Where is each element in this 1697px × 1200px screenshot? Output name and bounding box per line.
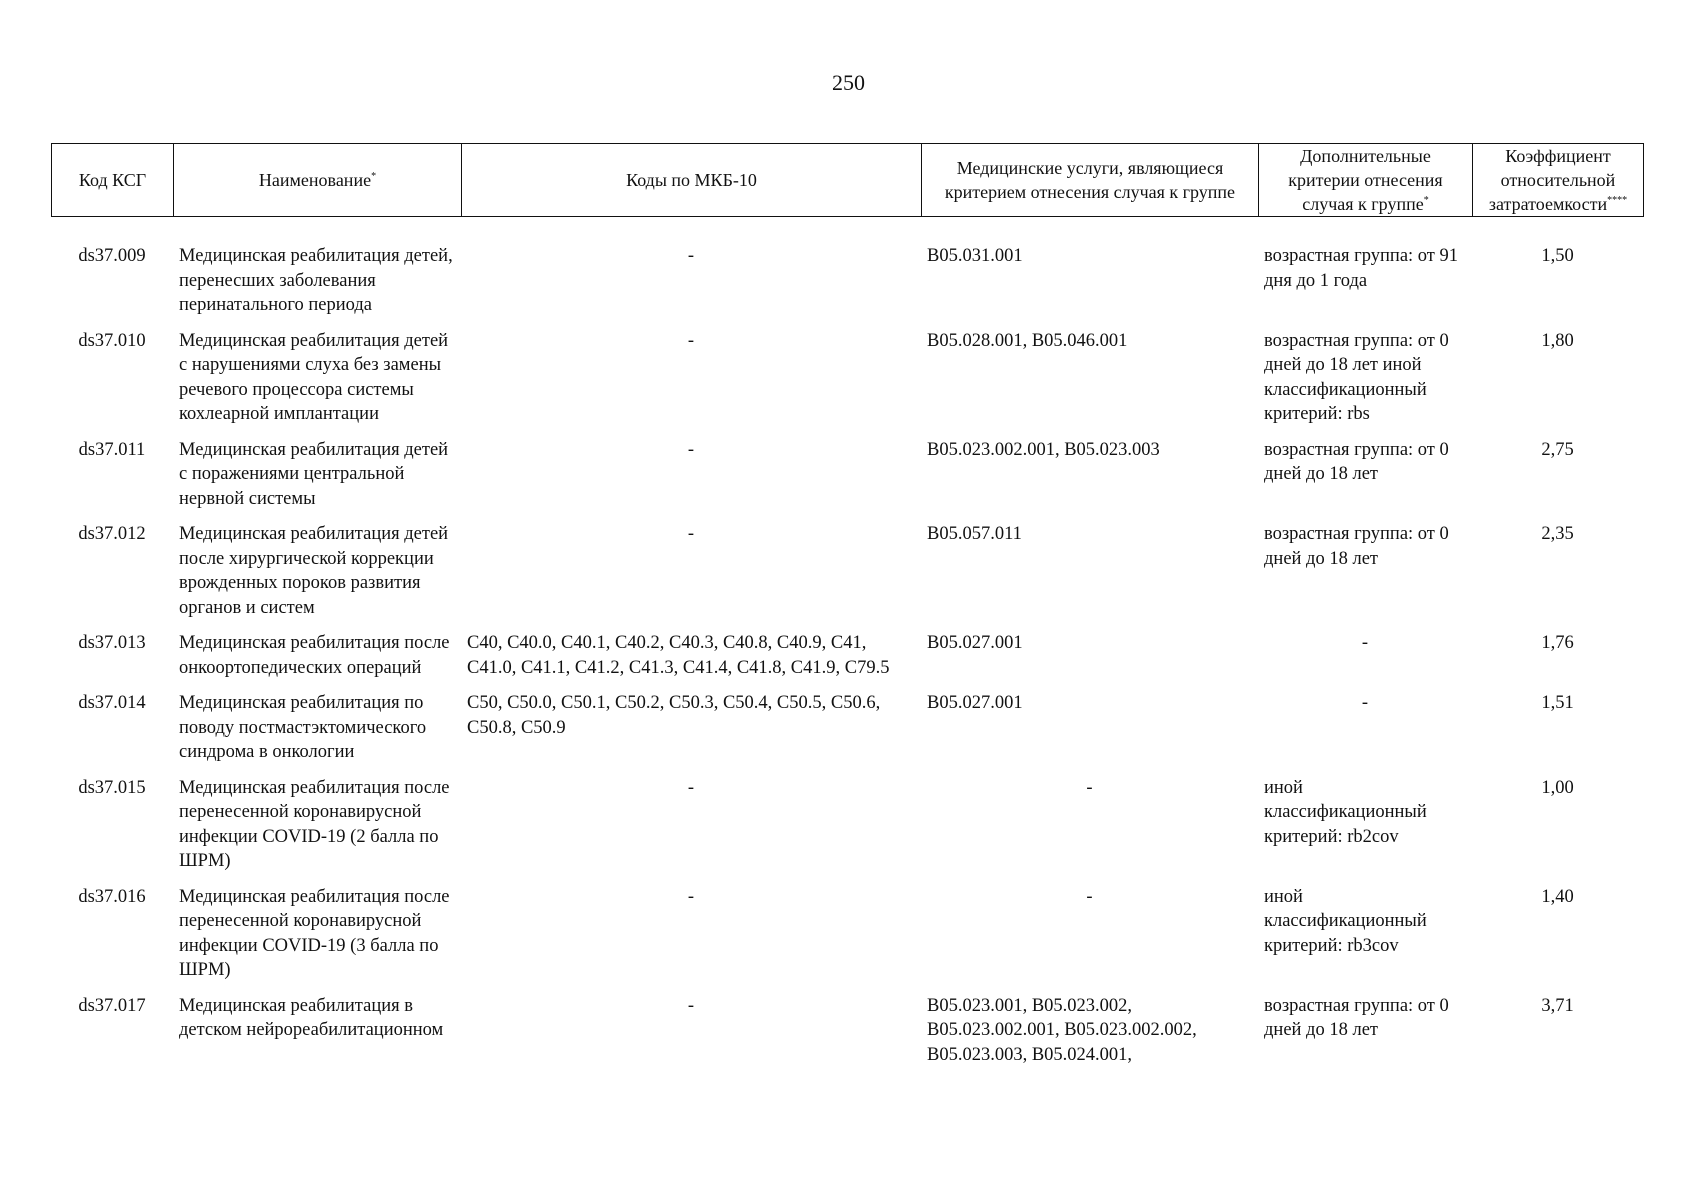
cell-services: B05.023.001, B05.023.002, B05.023.002.001, B05.023.002.002, B05.023.003, B05.024.001, [927,995,1197,1065]
cell-extra: возрастная группа: от 91 дня до 1 года [1264,246,1459,291]
cell-name: Медицинская реабилитация детей, перенесших заболевания перинатального периода [179,246,453,315]
cell-mkb: C50, C50.0, C50.1, C50.2, C50.3, C50.4, C50.5, C50.6, C50.8, C50.9 [467,693,881,738]
table-body [51,244,1643,1078]
cell-name: Медицинская реабилитация детей с нарушениями слуха без замены речевого процессора системы кохлеарной имплантации [179,330,449,424]
table-row [51,631,1643,680]
header-coef-text: Коэффициент относительной затратоемкости [1488,146,1616,214]
cell-coef: 1,80 [1541,330,1574,351]
cell-code: ds37.012 [78,524,146,544]
cell-name: Медицинская реабилитация после перенесенной коронавирусной инфекции COVID-19 (2 балла по ШРМ) [179,777,450,871]
table-row [51,438,1643,512]
header-extra [1259,144,1473,217]
cell-code: ds37.009 [78,246,146,266]
cell-services: - [1086,777,1093,798]
cell-services: B05.027.001 [927,633,1023,653]
header-name [174,144,462,217]
header-mkb-text: Коды по МКБ-10 [626,170,757,190]
cell-name: Медицинская реабилитация после перенесенной коронавирусной инфекции COVID-19 (3 балла по ШРМ) [179,886,450,980]
header-code [52,144,174,217]
cell-coef: 2,75 [1541,439,1574,460]
cell-extra: возрастная группа: от 0 дней до 18 лет [1264,995,1449,1040]
header-mkb [462,144,922,217]
cell-code: ds37.014 [78,693,146,713]
cell-mkb: - [687,439,695,460]
page-number: 250 [832,70,865,95]
cell-extra: - [1361,693,1369,713]
cell-name: Медицинская реабилитация в детском нейрореабилитационном [179,995,444,1040]
cell-mkb: - [687,995,695,1016]
header-coef-footnote-mark: **** [1607,195,1628,206]
table-row [51,994,1643,1068]
cell-name: Медицинская реабилитация детей после хирургической коррекции врожденных пороков развития органов и систем [179,524,449,618]
cell-extra: возрастная группа: от 0 дней до 18 лет [1264,524,1449,569]
cell-extra: возрастная группа: от 0 дней до 18 лет [1264,439,1449,484]
table-row [51,329,1643,427]
table-row [51,776,1643,874]
cell-code: ds37.011 [78,439,146,460]
cell-services: B05.028.001, B05.046.001 [927,330,1128,351]
cell-code: ds37.015 [78,777,146,798]
cell-coef: 1,50 [1541,246,1574,266]
cell-coef: 1,40 [1541,886,1574,907]
cell-extra: возрастная группа: от 0 дней до 18 лет иной классификационный критерий: rbs [1264,330,1449,424]
header-code-text: Код КСГ [78,170,147,190]
cell-extra: иной классификационный критерий: rb2cov [1264,777,1427,847]
header-services-text: Медицинские услуги, являющиеся критерием отнесения случая к группе [944,158,1236,202]
cell-mkb: - [687,246,695,266]
cell-code: ds37.017 [78,995,146,1016]
cell-extra: иной классификационный критерий: rb3cov [1264,886,1427,956]
cell-coef: 1,76 [1541,633,1574,653]
cell-coef: 3,71 [1541,995,1574,1016]
cell-services: - [1086,886,1093,907]
table-row [51,691,1643,765]
header-services [922,144,1259,217]
cell-code: ds37.010 [78,330,146,351]
cell-mkb: - [687,777,695,798]
cell-coef: 1,51 [1541,693,1574,713]
cell-code: ds37.013 [78,633,146,653]
table-header [51,143,1644,217]
cell-coef: 2,35 [1541,524,1574,544]
header-name-text: Наименование [258,170,372,190]
cell-name: Медицинская реабилитация по поводу постмастэктомического синдрома в онкологии [179,693,427,762]
table-row [51,522,1643,620]
cell-mkb: C40, C40.0, C40.1, C40.2, C40.3, C40.8, C40.9, C41, C41.0, C41.1, C41.2, C41.3, C41.4, C41.8, C41.9, C79.5 [467,633,890,678]
header-extra-text: Дополнительные критерии отнесения случая к группе [1288,146,1443,214]
table-row [51,244,1643,318]
cell-name: Медицинская реабилитация после онкоортопедических операций [179,633,450,678]
cell-services: B05.057.011 [927,524,1022,544]
cell-mkb: - [687,886,695,907]
cell-extra: - [1361,633,1369,653]
table-row [51,885,1643,983]
cell-services: B05.023.002.001, B05.023.003 [927,439,1160,460]
header-coef [1473,144,1644,217]
cell-services: B05.027.001 [927,693,1023,713]
cell-mkb: - [687,330,695,351]
cell-coef: 1,00 [1541,777,1574,798]
cell-code: ds37.016 [78,886,146,907]
cell-services: B05.031.001 [927,246,1023,266]
header-name-footnote-mark: * [371,171,377,182]
cell-mkb: - [687,524,695,544]
cell-name: Медицинская реабилитация детей с поражениями центральной нервной системы [179,439,449,509]
header-extra-footnote-mark: * [1423,195,1429,206]
